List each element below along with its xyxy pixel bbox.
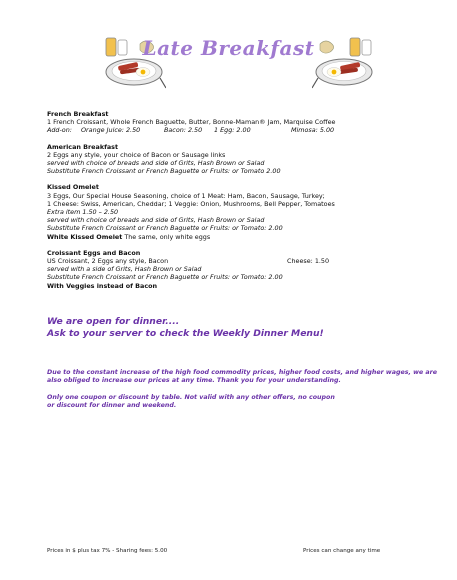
variant-description: The same, only white eggs (124, 232, 211, 241)
coupon-notice (47, 394, 447, 410)
dinner-promo (47, 316, 324, 339)
item-title: Croissant Eggs and Bacon (47, 248, 141, 257)
promo-line: Ask to your server to check the Weekly Dinner Menu! (47, 327, 324, 339)
footer-tax-note: Prices in $ plus tax 7% - Sharing fees: 5.00 (47, 548, 168, 554)
footer-price-change-note: Prices can change any time (303, 548, 381, 554)
item-description-row (47, 257, 447, 265)
item-description: 3 Eggs, Our Special House Seasoning, choice of 1 Meat: Ham, Bacon, Sausage, Turkey; (47, 191, 325, 200)
menu-item-french-breakfast (47, 110, 447, 135)
breakfast-plate-icon (312, 34, 376, 90)
addon-orange-juice: Orange Juice: 2.50 (81, 126, 141, 135)
menu-list (47, 110, 447, 298)
item-description: US Croissant, 2 Eggs any style, Bacon (47, 257, 169, 266)
addon-row (47, 126, 447, 134)
menu-item-american-breakfast (47, 143, 447, 176)
addon-mimosa: Mimosa: 5.00 (291, 126, 335, 135)
item-title: French Breakfast (47, 110, 109, 118)
addon-egg: 1 Egg: 2.00 (214, 126, 251, 135)
menu-item-kissed-omelet (47, 183, 447, 240)
item-variant (47, 233, 447, 241)
addon-bacon: Bacon: 2.50 (164, 126, 203, 135)
item-served-with: served with a side of Grits, Hash Brown or Salad (47, 265, 202, 274)
item-served-with: served with choice of breads and side of Grits, Hash Brown or Salad (47, 216, 265, 225)
item-description: 2 Eggs any style, your choice of Bacon or Sausage links (47, 150, 226, 159)
page-title: Late Breakfast (142, 36, 315, 60)
coupon-line: or discount for dinner and weekend. (47, 402, 177, 410)
item-served-with: served with choice of breads and side of Grits, Hash Brown or Salad (47, 159, 265, 168)
item-variant: With Veggies instead of Bacon (47, 281, 158, 290)
item-substitute: Substitute French Croissant or French Baguette or Fruits: or Tomato 2.00 (47, 167, 281, 176)
item-title: American Breakfast (47, 142, 119, 151)
price-notice: Due to the constant increase of the high food commodity prices, higher food costs, and higher wages, we are also obliged to increase our prices at any time. Thank you for your understanding. (47, 369, 437, 385)
addon-label: Add-on: (47, 126, 72, 135)
promo-line: We are open for dinner.... (47, 316, 180, 327)
item-description: 1 Cheese: Swiss, American, Cheddar; 1 Veggie: Onion, Mushrooms, Bell Pepper, Tomatoes (47, 199, 335, 208)
variant-title: White Kissed Omelet (47, 232, 123, 241)
item-description: 1 French Croissant, Whole French Baguette, Butter, Bonne-Maman® Jam, Marquise Coffee (47, 118, 336, 127)
menu-item-croissant-eggs-bacon (47, 249, 447, 290)
item-title: Kissed Omelet (47, 183, 99, 192)
item-substitute: Substitute French Croissant or French Baguette or Fruits: or Tomato: 2.00 (47, 224, 283, 233)
item-cheese-price: Cheese: 1.50 (287, 257, 330, 266)
item-substitute: Substitute French Croissant or French Baguette or Fruits: or Tomato: 2.00 (47, 273, 283, 282)
coupon-line: Only one coupon or discount by table. Not valid with any other offers, no coupon (47, 394, 335, 401)
item-extra: Extra item 1.50 – 2.50 (47, 208, 119, 217)
